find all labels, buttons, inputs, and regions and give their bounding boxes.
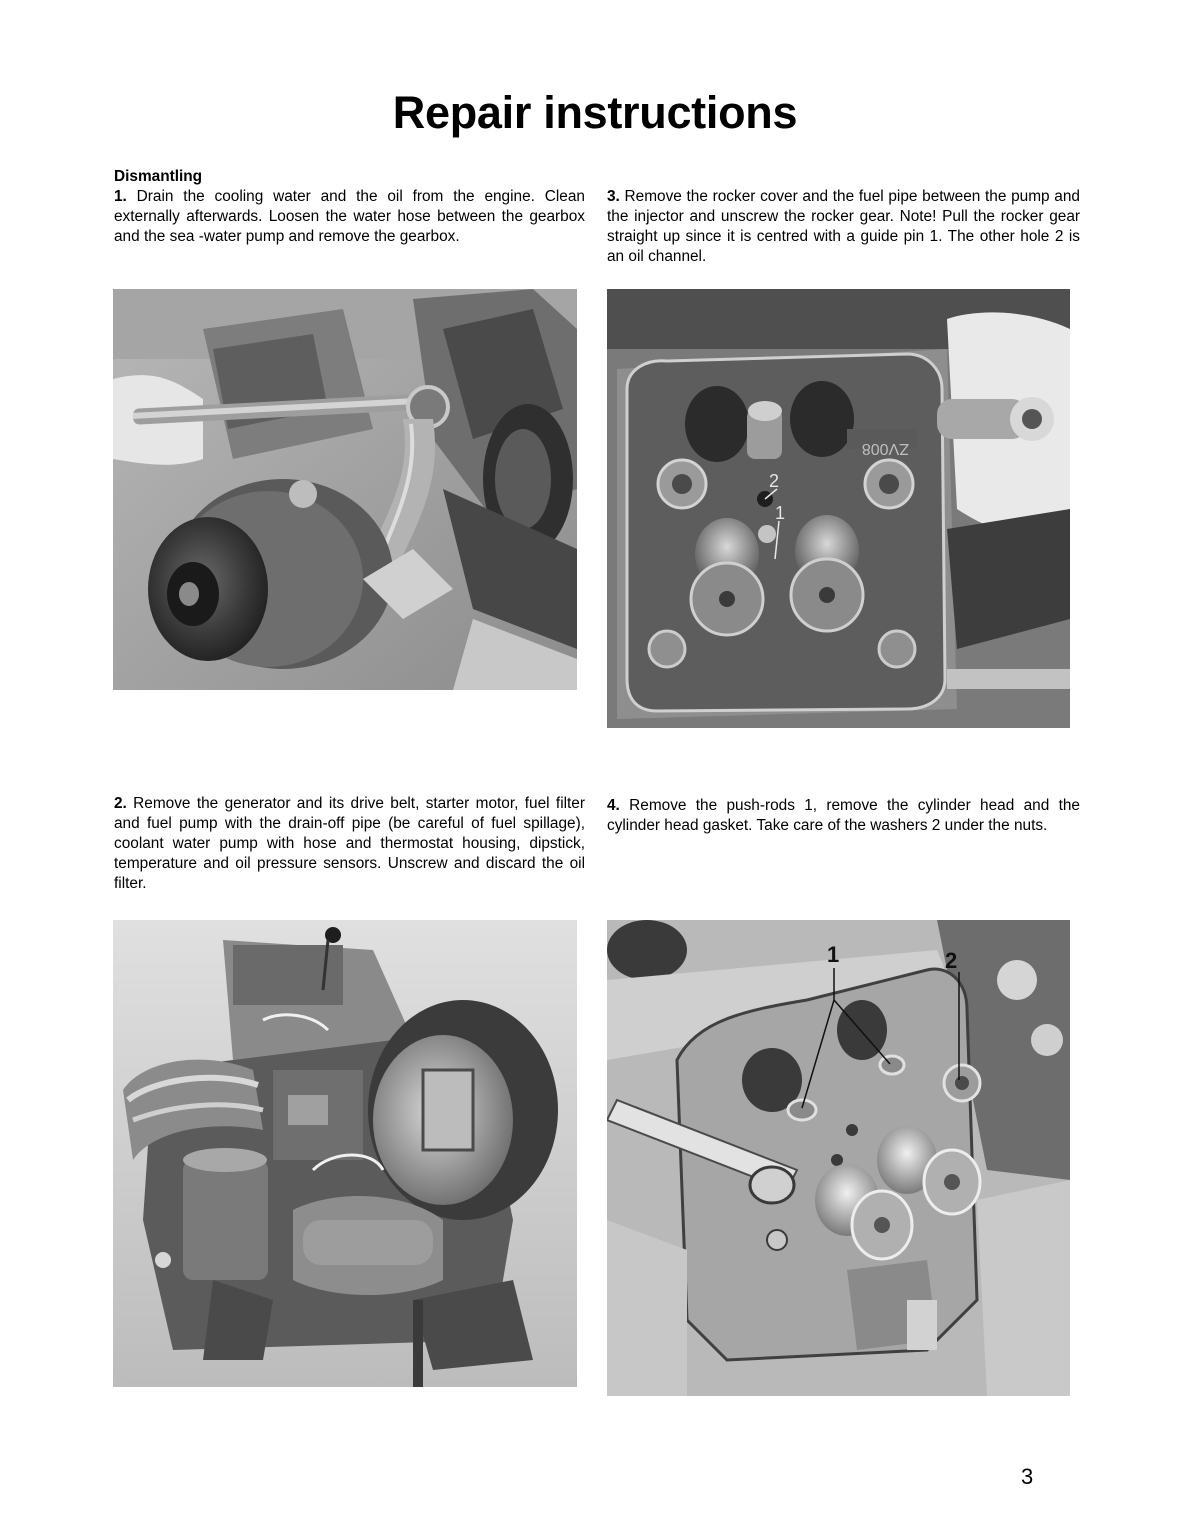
step-4-text-block [607,796,1080,836]
section-heading: Dismantling [114,168,203,185]
photo-step-2 [113,920,577,1387]
step-1-text-block [114,167,585,247]
page-number: 3 [1021,1464,1034,1489]
step-text: Remove the push-rods 1, remove the cylinder head and the cylinder head gasket. Take care of the washers 2 under the nuts. [607,797,1080,834]
step-text: Remove the rocker cover and the fuel pipe between the pump and the injector and unscrew the rocker gear. Note! Pull the rocker gear straight up since it is centred with a guide pin 1. The other hole 2 is an oil channel. [607,188,1080,265]
engine-photo-gearbox [113,289,577,690]
step-number: 4. [607,797,620,814]
page-title: Repair instructions [392,87,798,138]
callout-label-1: 1 [775,503,786,523]
photo-step-3 [607,289,1070,728]
svg-text:ZV008: ZV008 [861,440,909,457]
cylinder-head-photo-removal [607,920,1070,1396]
photo-step-4 [607,920,1070,1396]
step-number: 2. [114,795,127,812]
step-number: 3. [607,188,620,205]
photo-step-1 [113,289,577,690]
step-text: Remove the generator and its drive belt, starter motor, fuel filter and fuel pump with the drain-off pipe (be careful of fuel spillage), coolant water pump with hose and thermostat housing, dipstick, temperature and oil pressure sensors. Unscrew and discard the oil filter. [114,795,585,892]
engine-photo-full [113,920,577,1387]
step-number: 1. [114,188,127,205]
step-2-text-block [114,794,585,894]
callout-label-2: 2 [769,471,780,491]
step-3-text-block [607,187,1080,267]
callout-label-1: 1 [827,942,840,967]
step-text: Drain the cooling water and the oil from the engine. Clean externally afterwards. Loosen the water hose between the gearbox and the sea -water pump and remove the gearbox. [114,188,585,245]
cylinder-head-photo-rocker [607,289,1070,728]
callout-label-2: 2 [945,948,958,973]
